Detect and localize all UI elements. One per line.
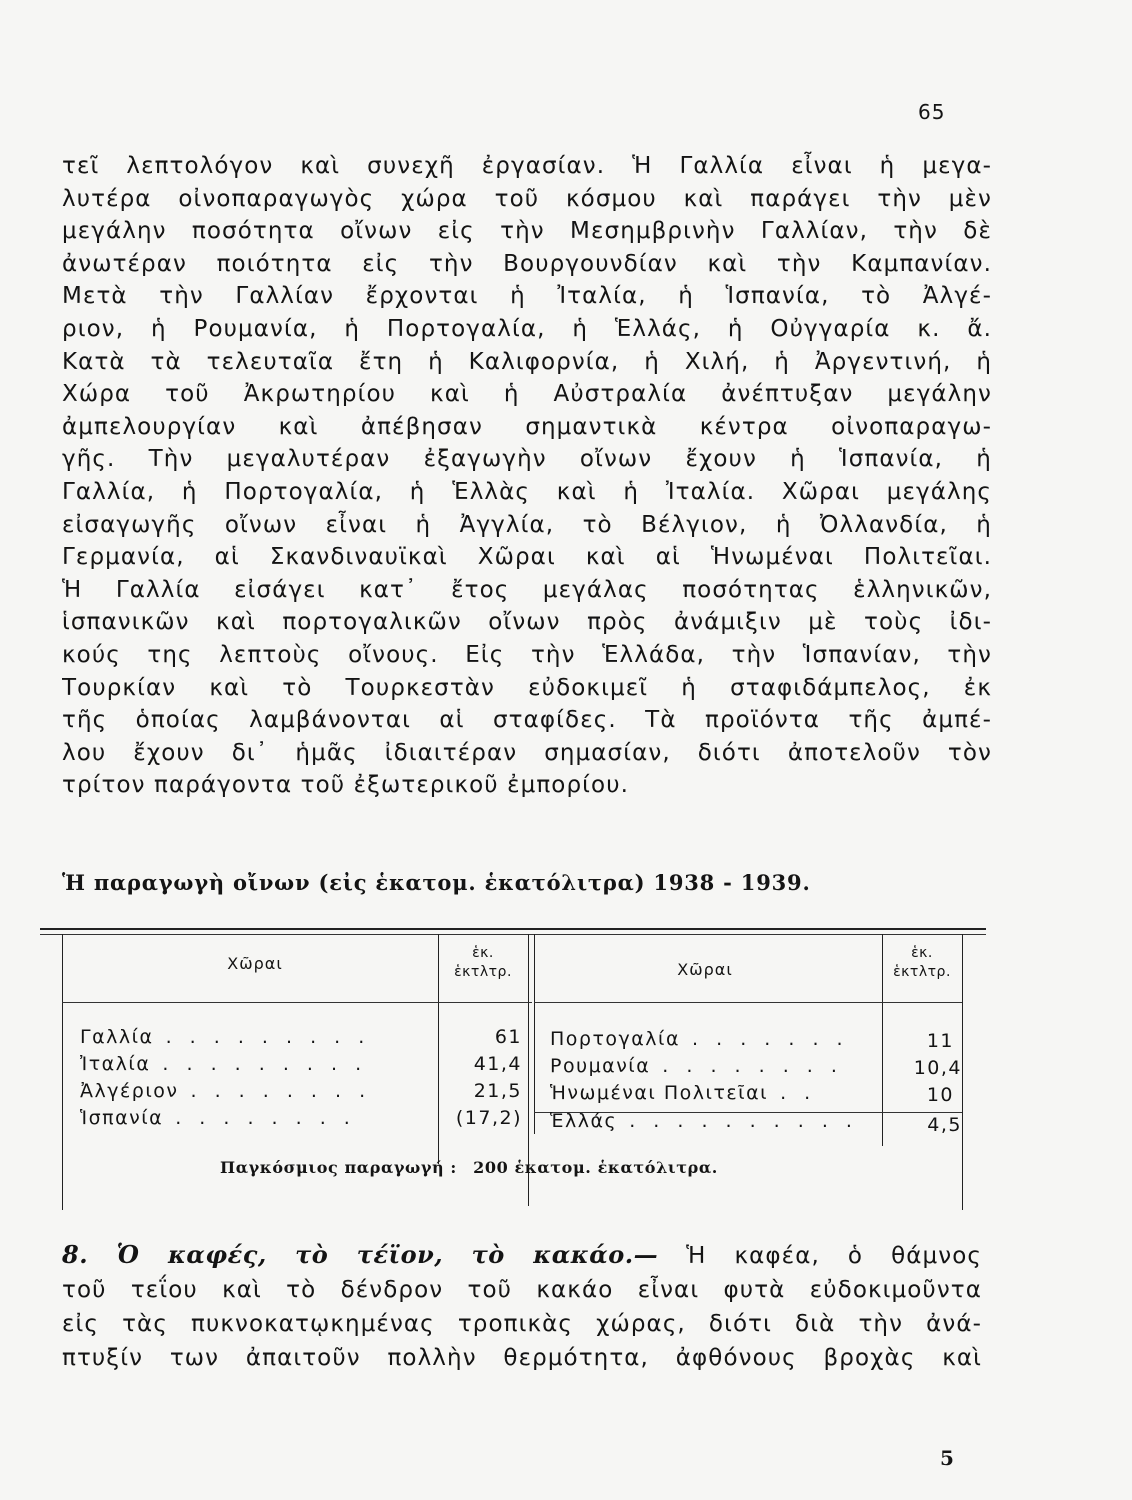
country-name: Ἱσπανία — [80, 1107, 164, 1129]
table-row-value: 10,4 — [913, 1057, 962, 1079]
text-line: τρίτον παράγοντα τοῦ ἐξωτερικοῦ ἐμπορίου. — [62, 772, 630, 799]
text-line: εἰς τὰς πυκνοκατῳκημένας τροπικὰς χώρας, διότι διὰ τὴν ἀνά- — [62, 1311, 982, 1337]
signature-mark: 5 — [940, 1446, 954, 1470]
table-row-value: 4,5 — [927, 1114, 962, 1136]
table-row-country — [80, 1080, 371, 1102]
leader-dots: . . . . . . . . — [163, 1107, 356, 1129]
table-top-rule — [40, 928, 986, 930]
text-line: Ἡ Γαλλία εἰσάγει κατ᾿ ἔτος μεγάλας ποσότητας ἑλληνικῶν, — [62, 576, 992, 603]
text-line: λου ἔχουν δι᾿ ἡμᾶς ἰδιαιτέραν σημασίαν, διότι ἀποτελοῦν τὸν — [62, 739, 992, 766]
text-line: τεῖ λεπτολόγον καὶ συνεχῆ ἐργασίαν. Ἡ Γαλλία εἶναι ἡ μεγα- — [62, 153, 992, 179]
table-row-value: 21,5 — [473, 1080, 522, 1102]
country-name: Ἑλλάς — [550, 1110, 618, 1132]
world-production — [220, 1158, 718, 1177]
table-row-country — [80, 1026, 370, 1048]
section-line-text: Ἡ καφέα, ὁ θάμνος — [686, 1243, 982, 1269]
text-line: ἱσπανικῶν καὶ πορτογαλικῶν οἴνων πρὸς ἀνάμιξιν μὲ τοὺς ἰδι- — [62, 609, 992, 636]
section-first-line — [62, 1238, 982, 1273]
text-line: ριον, ἡ Ρουμανία, ἡ Πορτογαλία, ἡ Ἑλλάς, ἡ Οὐγγαρία κ. ἄ. — [62, 315, 992, 342]
world-production-label: Παγκόσμιος παραγωγή : — [220, 1158, 457, 1177]
leader-dots: . . — [768, 1082, 817, 1104]
country-name: Ἀλγέριον — [80, 1080, 179, 1102]
country-name: Ἰταλία — [80, 1053, 151, 1075]
table-header-rule — [62, 1002, 532, 1003]
table-left-border — [62, 934, 63, 1210]
header-unit-line: ἑκ. — [911, 945, 933, 961]
table-row-country — [550, 1110, 858, 1132]
table-row-country — [80, 1107, 356, 1129]
wine-production-table — [40, 922, 986, 1210]
table-row-value: 10 — [926, 1084, 954, 1106]
page-number: 65 — [918, 100, 946, 124]
world-production-value: 200 ἑκατομ. ἑκατόλιτρα. — [473, 1158, 718, 1177]
section-heading: 8. Ὁ καφές, τὸ τέϊον, τὸ κακάο.— — [62, 1240, 659, 1269]
text-line: τοῦ τεΐου καὶ τὸ δένδρον τοῦ κακάο εἶναι φυτὰ εὐδοκιμοῦντα — [62, 1277, 982, 1303]
text-line: Γαλλία, ἡ Πορτογαλία, ἡ Ἑλλὰς καὶ ἡ Ἰταλία. Χῶραι μεγάλης — [62, 478, 992, 505]
text-line: κούς της λεπτοὺς οἴνους. Εἰς τὴν Ἑλλάδα, τὴν Ἱσπανίαν, τὴν — [62, 641, 992, 668]
country-name: Ρουμανία — [550, 1055, 651, 1077]
text-line: τῆς ὁποίας λαμβάνονται αἱ σταφίδες. Τὰ προϊόντα τῆς ἀμπέ- — [62, 707, 992, 734]
text-line: εἰσαγωγῆς οἴνων εἶναι ἡ Ἀγγλία, τὸ Βέλγιον, ἡ Ὀλλανδία, ἡ — [62, 511, 992, 538]
header-unit-line: ἑκτλτρ. — [893, 964, 951, 980]
header-unit — [882, 944, 962, 982]
table-top-rule-inner — [40, 934, 986, 935]
leader-dots: . . . . . . . . . . — [617, 1110, 858, 1132]
table-right-border — [962, 934, 963, 1210]
text-line: γῆς. Τὴν μεγαλυτέραν ἐξαγωγὴν οἴνων ἔχουν ἡ Ἱσπανία, ἡ — [62, 446, 992, 473]
table-row-value: 11 — [926, 1030, 954, 1052]
text-line: Γερμανία, αἱ Σκανδιναυϊκαὶ Χῶραι καὶ αἱ Ἡνωμέναι Πολιτεῖαι. — [62, 544, 992, 571]
leader-dots: . . . . . . . . . — [153, 1026, 371, 1048]
table-row-country — [550, 1055, 843, 1077]
table-middle-border-inner — [534, 934, 535, 1134]
table-row-country — [550, 1082, 816, 1104]
leader-dots: . . . . . . . — [680, 1028, 849, 1050]
text-line: λυτέρα οἰνοπαραγωγὸς χώρα τοῦ κόσμου καὶ παράγει τὴν μὲν — [62, 185, 992, 212]
text-line: Τουρκίαν καὶ τὸ Τουρκεστὰν εὐδοκιμεῖ ἡ σταφιδάμπελος, ἐκ — [62, 674, 992, 701]
header-unit-line: ἑκ. — [472, 945, 494, 961]
country-name: Πορτογαλία — [550, 1028, 681, 1050]
table-row-value: 41,4 — [473, 1053, 522, 1075]
body-text — [62, 150, 992, 802]
text-line: ἀμπελουργίαν καὶ ἀπέβησαν σημαντικὰ κέντρα οἰνοπαραγω- — [62, 413, 992, 440]
text-line: πτυξίν των ἀπαιτοῦν πολλὴν θερμότητα, ἀφθόνους βροχὰς καὶ — [62, 1345, 982, 1371]
leader-dots: . . . . . . . . — [178, 1080, 372, 1102]
country-name: Γαλλία — [80, 1026, 154, 1048]
table-title: Ἡ παραγωγὴ οἴνων (εἰς ἑκατομ. ἑκατόλιτρα) 1938 - 1939. — [62, 870, 811, 895]
section-coffee-tea-cocoa — [62, 1238, 982, 1375]
header-unit — [438, 944, 528, 982]
table-header-rule — [534, 1002, 962, 1003]
table-row-value: (17,2) — [455, 1107, 522, 1129]
leader-dots: . . . . . . . . . — [150, 1053, 368, 1075]
table-row-country — [550, 1028, 849, 1050]
leader-dots: . . . . . . . . — [650, 1055, 843, 1077]
header-unit-line: ἑκτλτρ. — [454, 964, 512, 980]
country-name: Ἡνωμέναι Πολιτεῖαι — [550, 1082, 769, 1104]
text-line: Χώρα τοῦ Ἀκρωτηρίου καὶ ἡ Αὐστραλία ἀνέπτυξαν μεγάλην — [62, 381, 992, 408]
text-line: μεγάλην ποσότητα οἴνων εἰς τὴν Μεσημβρινὴν Γαλλίαν, τὴν δὲ — [62, 218, 992, 245]
table-row-value: 61 — [494, 1026, 522, 1048]
table-row-country — [80, 1053, 367, 1075]
header-countries: Χῶραι — [227, 954, 283, 973]
header-countries: Χῶραι — [677, 960, 733, 979]
text-line: Κατὰ τὰ τελευταῖα ἔτη ἡ Καλιφορνία, ἡ Χιλή, ἡ Ἀργεντινή, ἡ — [62, 348, 992, 375]
text-line: Μετὰ τὴν Γαλλίαν ἔρχονται ἡ Ἰταλία, ἡ Ἱσπανία, τὸ Ἀλγέ- — [62, 283, 992, 310]
text-line: ἀνωτέραν ποιότητα εἰς τὴν Βουργουνδίαν καὶ τὴν Καμπανίαν. — [62, 250, 992, 277]
